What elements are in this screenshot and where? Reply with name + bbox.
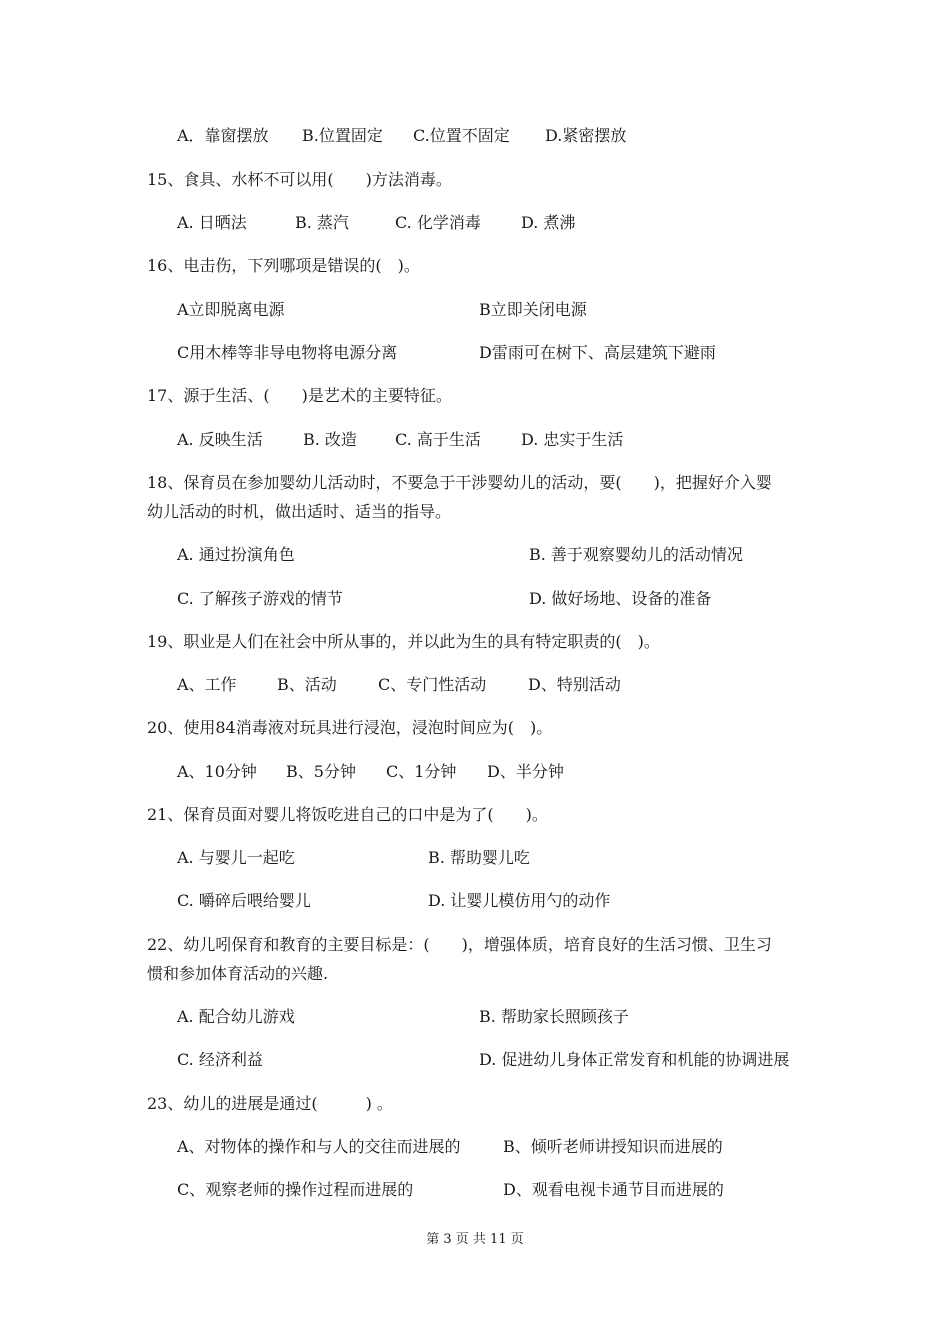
q21-option-b: B. 帮助婴儿吃 [428,848,530,867]
q22-option-b: B. 帮助家长照顾孩子 [479,1007,629,1026]
q21-option-d: D. 让婴儿模仿用勺的动作 [428,891,611,910]
q23-option-a: A、对物体的操作和与人的交往而进展的 [177,1137,461,1156]
q19-option-d: D、特别活动 [528,675,621,694]
q20-option-a: A、10分钟 [177,762,257,781]
q19-option-b: B、活动 [277,675,337,694]
q19-option-c: C、专门性活动 [378,675,487,694]
q18-stem-line2: 幼儿活动的时机，做出适时、适当的指导。 [147,502,452,521]
q14-option-a: A．靠窗摆放 [177,126,269,145]
q15-option-a: A. 日晒法 [177,213,247,232]
q23-stem: 23、幼儿的进展是通过( ) 。 [147,1094,393,1113]
q17-option-a: A. 反映生活 [177,430,263,449]
q23-option-b: B、倾听老师讲授知识而进展的 [503,1137,723,1156]
q15-option-b: B. 蒸汽 [295,213,349,232]
q16-option-a: A立即脱离电源 [177,300,285,319]
q15-option-d: D. 煮沸 [521,213,576,232]
q16-option-b: B立即关闭电源 [479,300,587,319]
q23-option-c: C、观察老师的操作过程而进展的 [177,1180,414,1199]
q18-option-b: B. 善于观察婴幼儿的活动情况 [529,545,743,564]
q21-option-a: A. 与婴儿一起吃 [177,848,295,867]
q14-option-b: B.位置固定 [302,126,383,145]
q16-option-d: D雷雨可在树下、高层建筑下避雨 [479,343,716,362]
q18-option-d: D. 做好场地、设备的准备 [529,589,712,608]
q23-option-d: D、观看电视卡通节目而进展的 [503,1180,724,1199]
q22-option-a: A. 配合幼儿游戏 [177,1007,295,1026]
q22-stem-line1: 22、幼儿吲保育和教育的主要目标是：( )，增强体质，培育良好的生活习惯、卫生习 [147,935,772,954]
q14-option-d: D.紧密摆放 [545,126,627,145]
q15-stem: 15、食具、水杯不可以用( )方法消毒。 [147,170,452,189]
q17-option-c: C. 高于生活 [395,430,481,449]
q18-option-a: A. 通过扮演角色 [177,545,295,564]
q16-stem: 16、电击伤，下列哪项是错误的( )。 [147,256,420,275]
q16-option-c: C用木棒等非导电物将电源分离 [177,343,398,362]
q19-stem: 19、职业是人们在社会中所从事的，并以此为生的具有特定职责的( )。 [147,632,660,651]
page-footer: 第 3 页 共 11 页 [426,1232,524,1247]
q20-option-b: B、5分钟 [286,762,356,781]
q14-option-c: C.位置不固定 [413,126,510,145]
q22-stem-line2: 惯和参加体育活动的兴趣. [147,964,329,983]
q18-stem-line1: 18、保育员在参加婴幼儿活动时，不要急于干涉婴幼儿的活动，要( )，把握好介入婴 [147,473,772,492]
q15-option-c: C. 化学消毒 [395,213,481,232]
q17-option-b: B. 改造 [303,430,357,449]
q21-option-c: C. 嚼碎后喂给婴儿 [177,891,311,910]
q17-stem: 17、源于生活、( )是艺术的主要特征。 [147,386,452,405]
q17-option-d: D. 忠实于生活 [521,430,624,449]
q20-option-c: C、1分钟 [386,762,457,781]
q21-stem: 21、保育员面对婴儿将饭吃进自己的口中是为了( )。 [147,805,548,824]
q20-option-d: D、半分钟 [487,762,564,781]
q20-stem: 20、使用84消毒液对玩具进行浸泡，浸泡时间应为( )。 [147,718,553,737]
q22-option-c: C. 经济利益 [177,1050,263,1069]
q18-option-c: C. 了解孩子游戏的情节 [177,589,343,608]
q19-option-a: A、工作 [177,675,237,694]
q22-option-d: D. 促进幼儿身体正常发育和机能的协调进展 [479,1050,790,1069]
